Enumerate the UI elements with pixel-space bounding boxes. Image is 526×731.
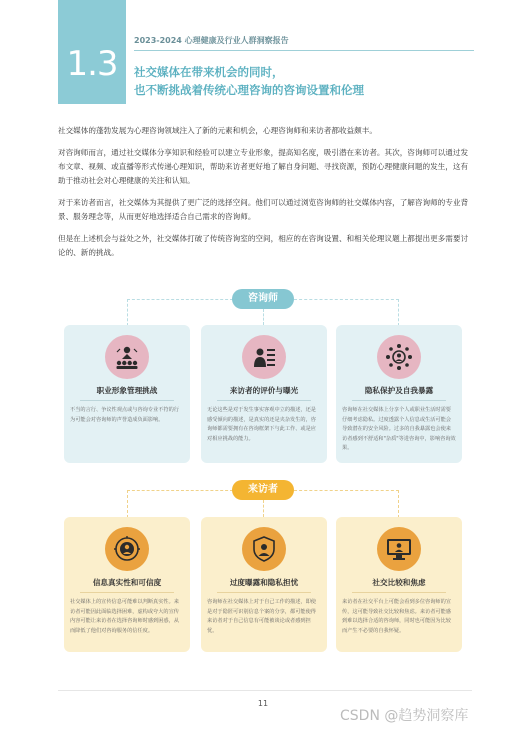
card-privacy-disclosure bbox=[336, 325, 462, 463]
page-number: 11 bbox=[257, 699, 269, 708]
report-title: 2023-2024 心理健康及行业人群洞察报告 bbox=[134, 36, 289, 45]
card-overexposure bbox=[201, 517, 327, 652]
card-description: 咨询师在社交媒体上对于自己工作的描述，即使是对于隐匿可识别信息个案的分享，都可能使得来访者对于自己信息有可能被谈论或者感到担忧。 bbox=[207, 599, 316, 634]
connector-center bbox=[263, 500, 265, 517]
card-divider bbox=[217, 400, 311, 401]
privacy-shield-icon bbox=[250, 535, 278, 563]
paragraph-intro: 社交媒体的蓬勃发展为心理咨询领域注入了新的元素和机会，心理咨询师和来访者都收益颇丰。 bbox=[58, 126, 377, 135]
headline-line-2: 也不断挑战着传统心理咨询的咨询设置和伦理 bbox=[134, 83, 364, 97]
card-title: 过度曝露和隐私担忧 bbox=[229, 578, 299, 587]
card-title: 职业形象管理挑战 bbox=[96, 386, 158, 395]
connector-right bbox=[294, 299, 399, 326]
card-divider bbox=[352, 592, 446, 593]
section-badge bbox=[58, 0, 126, 104]
comparison-screen-icon bbox=[385, 535, 413, 563]
watermark: CSDN @趋势洞察库 bbox=[340, 708, 469, 724]
card-divider bbox=[80, 400, 174, 401]
card-career-image bbox=[64, 325, 190, 463]
card-info-credibility bbox=[64, 517, 190, 652]
card-social-comparison bbox=[336, 517, 462, 652]
section-number: 1.3 bbox=[66, 44, 118, 84]
footer-divider bbox=[58, 690, 472, 691]
review-rating-icon bbox=[250, 343, 278, 371]
network-privacy-icon bbox=[385, 343, 413, 371]
card-description: 不当的言行、争议性观点或与咨询专业不符的行为可能会对咨询师的声誉造成负面影响。 bbox=[70, 407, 179, 423]
card-title: 隐私保护及自我暴露 bbox=[364, 386, 434, 395]
group-label-visitor: 来访者 bbox=[232, 480, 294, 500]
group-label-counselor: 咨询师 bbox=[232, 289, 294, 309]
paragraph-counselor: 对咨询师而言，通过社交媒体分享知识和经验可以建立专业形象，提高知名度，吸引潜在来访者。其次，咨询师可以通过发布文章、视频、或直播等形式传递心理知识，帮助来访者更好地了解自身问题、寻找资源，预防心理健康问题的发生，这有助于推动社会对心理健康的关注和认知。 bbox=[58, 148, 469, 185]
headline-line-1: 社交媒体在带来机会的同时， bbox=[134, 65, 284, 79]
card-divider bbox=[352, 400, 446, 401]
card-description: 社交媒体上的宣传信息可能难以判断真实性。来访者可能因此面临选择困难，虚构或夸大的宣传内容可能让来访者在选择咨询师时感到困惑，从而降低了他们对咨询服务的信任度。 bbox=[70, 599, 179, 634]
paragraph-visitor: 对于来访者而言，社交媒体为其提供了更广泛的选择空间。他们可以通过浏览咨询师的社交媒体内容，了解咨询师的专业背景、服务理念等，从而更好地选择适合自己需求的咨询师。 bbox=[58, 198, 469, 221]
card-description: 咨询师在社交媒体上分享个人或职业生活时需要仔细考虑隐私。过度透露个人信息或生活可能会导致潜在的安全风险。过多的自我暴露也会使来访者感到不舒适和"杂质"等进咨询中，影响咨询效果。 bbox=[342, 407, 456, 451]
card-description: 无论这些是对于发生事实客观中立的描述，还是感受倾向的描述，是真实的还是夹杂发生的，咨询师都需要拥有在咨询框架下与此工作、或是应对相应挑战的能力。 bbox=[207, 407, 316, 442]
card-title: 来访者的评价与曝光 bbox=[229, 386, 299, 395]
card-title: 信息真实性和可信度 bbox=[92, 578, 162, 587]
connector-center bbox=[263, 309, 265, 325]
card-divider bbox=[80, 592, 174, 593]
section-headline bbox=[134, 63, 364, 99]
connector-left bbox=[127, 299, 233, 326]
card-visitor-reviews bbox=[201, 325, 327, 463]
credibility-badge-icon bbox=[113, 535, 141, 563]
card-description: 来访者在社交平台上可能会看到多位咨询师的宣传，这可能导致社交比较和焦虑。来访者可能感到难以选择合适的咨询师，同时也可能因为比较而产生不必要的自我怀疑。 bbox=[342, 599, 451, 634]
team-leader-icon bbox=[113, 343, 141, 371]
connector-right bbox=[294, 490, 399, 518]
connector-left bbox=[127, 490, 233, 518]
title-rule bbox=[134, 50, 474, 51]
paragraph-challenge: 但是在上述机会与益处之外，社交媒体打破了传统咨询室的空间，相应的在咨询设置、和相关伦理议题上都提出更多需要讨论的、新的挑战。 bbox=[58, 234, 469, 257]
card-divider bbox=[217, 592, 311, 593]
card-title: 社交比较和焦虑 bbox=[372, 578, 426, 587]
